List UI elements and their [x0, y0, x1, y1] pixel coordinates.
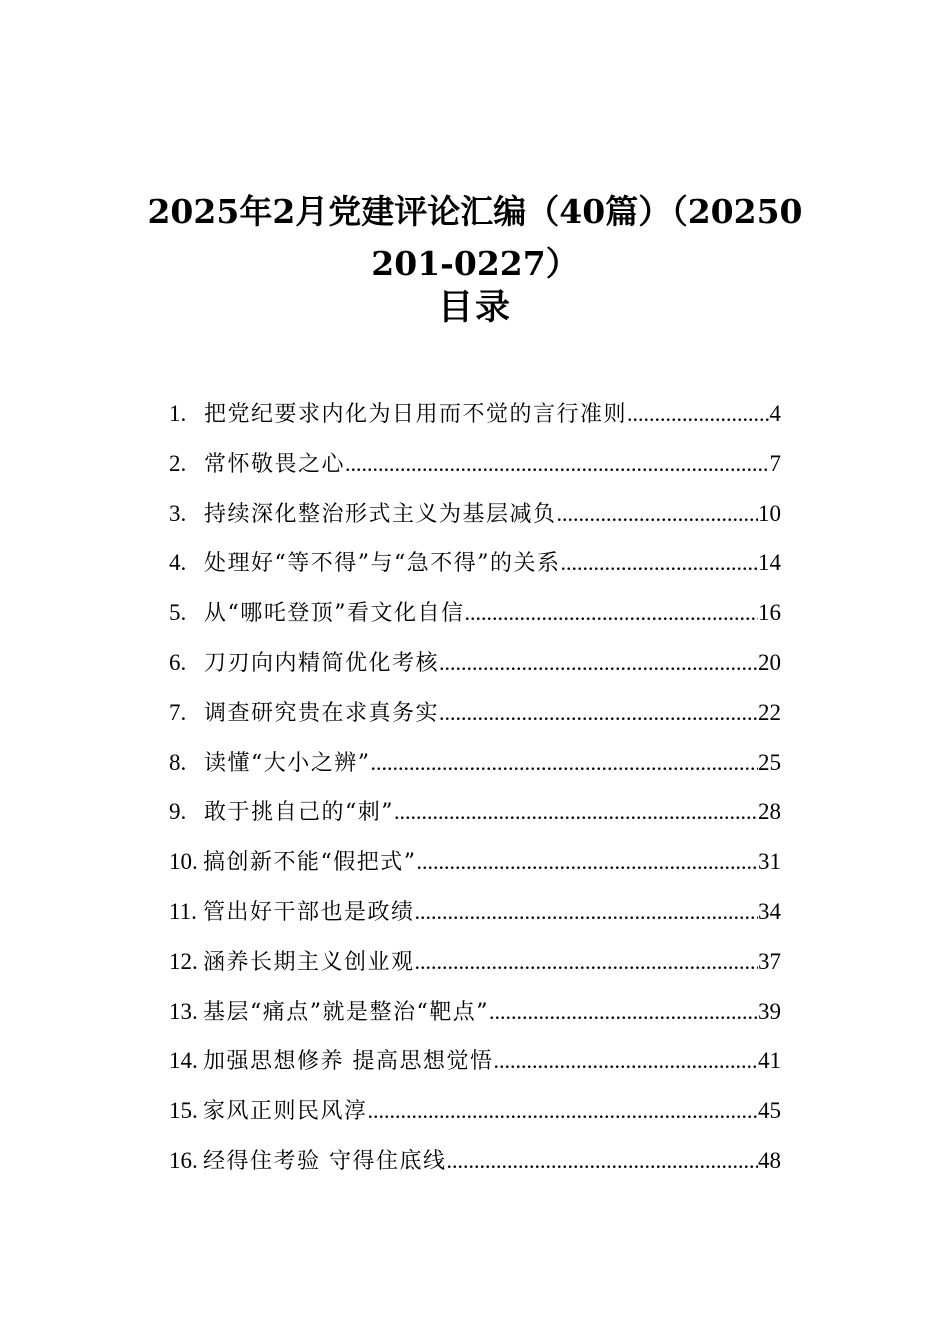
toc-entry-page: 41	[758, 1048, 781, 1074]
toc-entry-title: 从“哪吒登顶”看文化自信	[204, 601, 465, 627]
toc-entry-title: 常怀敬畏之心	[204, 451, 346, 477]
toc-entry[interactable]	[169, 538, 781, 588]
toc-entry-page: 45	[758, 1098, 781, 1124]
toc-heading: 目录	[437, 287, 512, 328]
toc-entry[interactable]	[169, 389, 781, 439]
toc-entry-title: 加强思想修养 提高思想觉悟	[203, 1049, 494, 1075]
toc-entry-page: 14	[758, 550, 781, 576]
toc-entry-page: 34	[758, 898, 781, 924]
toc-leader-dots	[439, 638, 758, 688]
toc-entry[interactable]	[169, 937, 781, 987]
toc-entry[interactable]	[169, 588, 781, 638]
toc-entry-title: 管出好干部也是政绩	[203, 899, 415, 925]
toc-entry[interactable]	[169, 787, 781, 837]
toc-entry-number: 6.	[169, 649, 187, 675]
toc-leader-dots	[371, 738, 759, 788]
toc-entry-page: 10	[758, 500, 781, 526]
toc-entry-page: 25	[758, 749, 781, 775]
toc-entry-page: 7	[769, 450, 781, 476]
toc-leader-dots	[415, 887, 758, 937]
toc-entry-page: 22	[758, 699, 781, 725]
toc-entry-number: 11.	[169, 898, 197, 924]
toc-leader-dots	[561, 538, 759, 588]
toc-entry-title: 处理好“等不得”与“急不得”的关系	[204, 551, 561, 577]
toc-entry[interactable]	[169, 1136, 781, 1186]
toc-entry-title: 经得住考验 守得住底线	[203, 1148, 447, 1174]
toc-entry-number: 13.	[169, 998, 198, 1024]
toc-entry-title: 敢于挑自己的“刺”	[204, 800, 394, 826]
toc-entry-page: 31	[758, 849, 781, 875]
toc-leader-dots	[557, 489, 758, 539]
toc-entry-page: 20	[758, 649, 781, 675]
toc-entry[interactable]	[169, 439, 781, 489]
toc-leader-dots	[447, 1136, 759, 1186]
document-title-line1: 2025年2月党建评论汇编（40篇）（20250	[147, 192, 803, 231]
toc-entry[interactable]	[169, 1086, 781, 1136]
toc-entry[interactable]	[169, 837, 781, 887]
toc-entry-page: 28	[758, 799, 781, 825]
toc-entry-number: 15.	[169, 1098, 198, 1124]
toc-entry-number: 12.	[169, 948, 198, 974]
toc-entry-number: 2.	[169, 450, 187, 476]
toc-entry[interactable]	[169, 987, 781, 1037]
toc-entry-number: 9.	[169, 799, 187, 825]
document-title-line2: 201-0227）	[371, 244, 579, 283]
toc-leader-dots	[345, 439, 769, 489]
toc-entry-title: 把党纪要求内化为日用而不觉的言行准则	[204, 402, 628, 427]
toc-leader-dots	[394, 787, 758, 837]
toc-entry-page: 48	[758, 1147, 781, 1173]
toc-entry[interactable]	[169, 738, 781, 788]
toc-entry-page: 39	[758, 998, 781, 1024]
toc-entry-number: 4.	[169, 550, 187, 576]
toc-leader-dots	[627, 389, 769, 439]
toc-entry[interactable]	[169, 638, 781, 688]
table-of-contents	[169, 389, 781, 1186]
toc-entry-title: 刀刃向内精简优化考核	[204, 650, 440, 676]
toc-entry-number: 10.	[169, 849, 198, 875]
toc-entry-number: 8.	[169, 749, 187, 775]
toc-leader-dots	[494, 1036, 759, 1086]
toc-leader-dots	[417, 837, 759, 887]
toc-leader-dots	[489, 987, 758, 1037]
toc-entry[interactable]	[169, 1036, 781, 1086]
toc-entry[interactable]	[169, 489, 781, 539]
toc-entry-title: 持续深化整治形式主义为基层减负	[204, 501, 557, 527]
toc-entry-page: 4	[769, 401, 781, 426]
toc-leader-dots	[368, 1086, 758, 1136]
toc-entry[interactable]	[169, 887, 781, 937]
toc-leader-dots	[415, 937, 758, 987]
toc-entry-page: 37	[758, 948, 781, 974]
toc-entry-number: 3.	[169, 500, 187, 526]
toc-entry-title: 读懂“大小之辨”	[204, 750, 371, 776]
toc-entry-page: 16	[758, 600, 781, 626]
toc-entry-title: 家风正则民风淳	[203, 1099, 368, 1125]
toc-entry-number: 5.	[169, 600, 187, 626]
toc-entry-number: 16.	[169, 1147, 198, 1173]
toc-leader-dots	[439, 688, 758, 738]
toc-entry-title: 搞创新不能“假把式”	[203, 850, 417, 876]
toc-entry-number: 7.	[169, 699, 187, 725]
toc-leader-dots	[465, 588, 759, 638]
toc-entry-number: 14.	[169, 1048, 198, 1074]
toc-entry-number: 1.	[169, 401, 187, 426]
toc-entry-title: 基层“痛点”就是整治“靶点”	[203, 999, 489, 1025]
toc-entry[interactable]	[169, 688, 781, 738]
toc-entry-title: 调查研究贵在求真务实	[204, 700, 440, 726]
toc-entry-title: 涵养长期主义创业观	[203, 949, 415, 975]
